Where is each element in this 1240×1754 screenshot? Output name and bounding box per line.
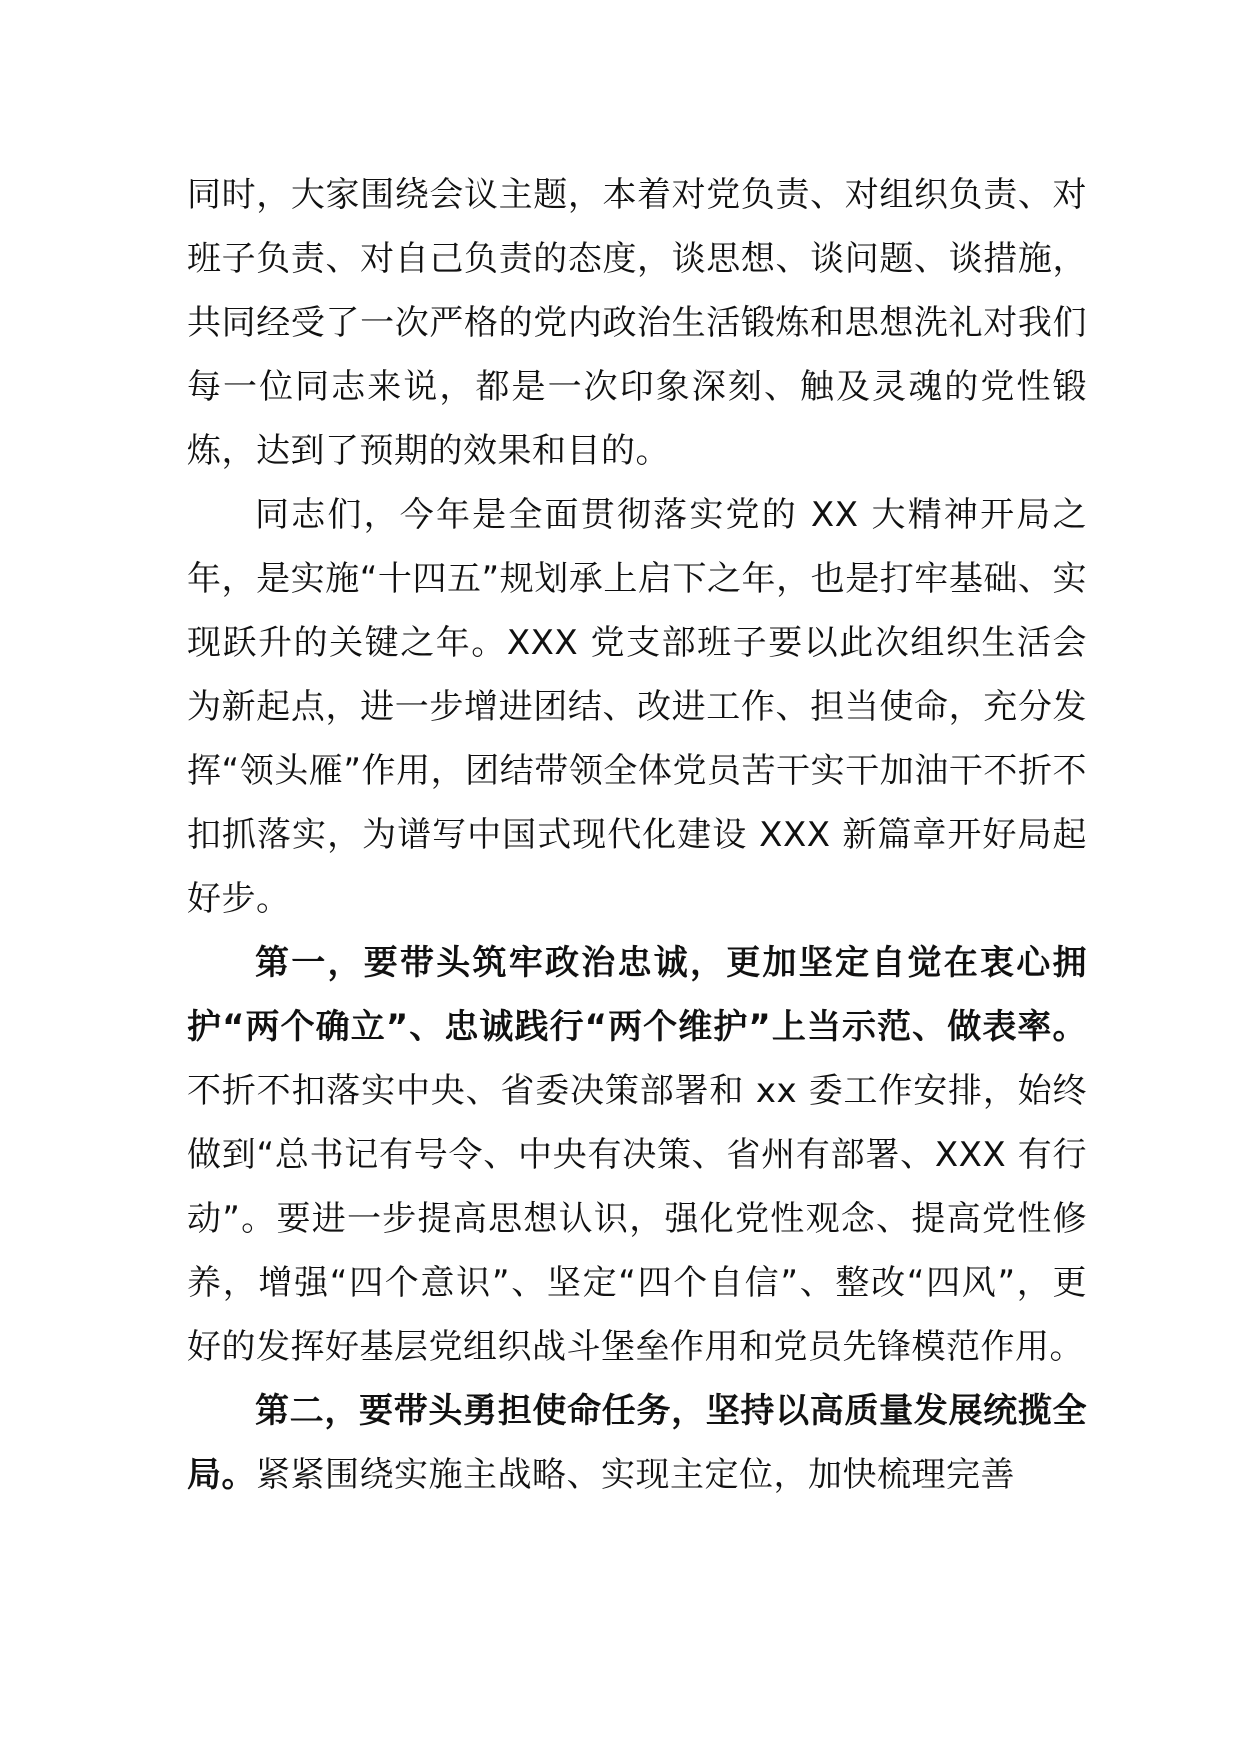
paragraph-point-two [187,1379,1087,1507]
document-body [187,163,1087,1507]
paragraph-heading: 第一，要带头筑牢政治忠诚，更加坚定自觉在衷心拥护“两个确立”、忠诚践行“两个维护”上当示范、做表率。 [187,943,1087,1047]
paragraph-text: 同时，大家围绕会议主题，本着对党负责、对组织负责、对班子负责、对自己负责的态度，谈思想、谈问题、谈措施，共同经受了一次严格的党内政治生活锻炼和思想洗礼对我们每一位同志来说，都是一次印象深刻、触及灵魂的党性锻炼，达到了预期的效果和目的。 [187,175,1087,471]
paragraph-text: 不折不扣落实中央、省委决策部署和 xx 委工作安排，始终做到“总书记有号令、中央有决策、省州有部署、XXX 有行动”。要进一步提高思想认识，强化党性观念、提高党性修养，增强“四个意识”、坚定“四个自信”、整改“四风”，更好的发挥好基层党组织战斗堡垒作用和党员先锋模范作用。 [187,1071,1087,1367]
paragraph-point-one [187,931,1087,1379]
paragraph-closing-remarks [187,483,1087,931]
paragraph-heading: 第二，要带头勇担使命任务，坚持以高质量发展统揽全局。 [187,1391,1087,1495]
paragraph-text: 紧紧围绕实施主战略、实现主定位，加快梳理完善 [256,1455,1015,1495]
paragraph-text: 同志们，今年是全面贯彻落实党的 XX 大精神开局之年，是实施“十四五”规划承上启下之年，也是打牢基础、实现跃升的关键之年。XXX 党支部班子要以此次组织生活会为新起点，进一步增进团结、改进工作、担当使命，充分发挥“领头雁”作用，团结带领全体党员苦干实干加油干不折不扣抓落实，为谱写中国式现代化建设 XXX 新篇章开好局起好步。 [187,495,1087,919]
paragraph-continuation [187,163,1087,483]
